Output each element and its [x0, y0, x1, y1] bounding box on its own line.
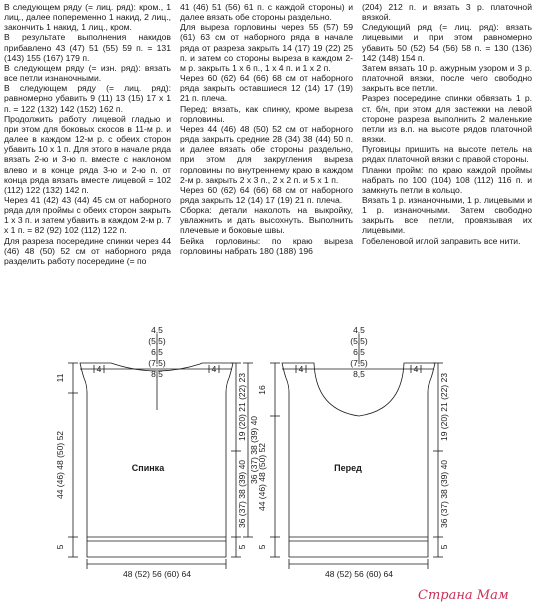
front-shoulder-left: 4 — [298, 364, 304, 374]
front-shoulder-right: 4 — [413, 364, 419, 374]
front-neck-depth-1: 4,5 — [353, 325, 365, 335]
paragraph: Через 41 (42) 43 (44) 45 см от наборного ряда для проймы с обеих сторон закрыть 1 х 3 п. и затем убавить в каждом 2-м р. 7 х 1 п. = 82 (92) 102 (112) 122 п. — [4, 194, 171, 236]
back-neck-depth-2: (5,5) — [148, 336, 166, 346]
paragraph: В результате выполнения накидов прибавлено 43 (47) 51 (55) 59 п. = 131 (143) 155 (167) 179 п. — [4, 32, 171, 63]
paragraph: Через 44 (46) 48 (50) 52 см от наборного ряда закрыть средние 28 (34) 38 (44) 50 п. и далее вязать обе стороны раздельно, при этом для закругления выреза горловины по внутреннему краю в каждом 2-м р. закрыть 2 х 3 п., 2 х 2 п. и 5 х 1 п. — [180, 123, 353, 185]
front-left-mid: 44 (46) 48 (50) 52 — [257, 442, 267, 512]
paragraph: Бейка горловины: по краю выреза горловины набрать 180 (188) 196 — [180, 235, 353, 256]
back-neck-depth-3: 6,5 — [151, 347, 163, 357]
paragraph: Затем вязать 10 р. ажурным узором и 3 р. платочной вязки, после чего свободно закрыть все петли. — [362, 62, 532, 94]
paragraph: Следующий ряд (= лиц. ряд): вязать лицевыми и при этом равномерно убавить 50 (52) 54 (56) 58 п. = 130 (136) 142 (148) 154 п. — [362, 22, 532, 63]
back-neck-depth-1: 4,5 — [151, 325, 163, 335]
back-left-bottom: 5 — [55, 544, 65, 550]
back-title: Спинка — [131, 463, 165, 473]
back-left-top: 11 — [55, 373, 65, 383]
paragraph: Через 60 (62) 64 (66) 68 см от наборного ряда закрыть оставшиеся 12 (14) 17 (19) 21 п. плеча. — [180, 73, 353, 104]
back-bottom-width: 48 (52) 56 (60) 64 — [122, 569, 192, 579]
front-neck-depth-4: (7,5) — [350, 358, 368, 368]
front-left-top: 16 — [257, 385, 267, 395]
paragraph: Вязать 1 р. изнаночными, 1 р. лицевыми и 1 р. изнаночными. Затем свободно закрыть все петли, провязывая их лицевыми. — [362, 194, 532, 236]
paragraph: Перед: вязать, как спинку, кроме выреза горловины. — [180, 103, 353, 124]
front-neck-depth-2: (5,5) — [350, 336, 368, 346]
front-left-bottom: 5 — [257, 544, 267, 550]
back-left-mid: 44 (46) 48 (50) 52 — [55, 430, 65, 500]
paragraph: В следующем ряду (= лиц. ряд): равномерно убавить 9 (11) 13 (15) 17 х 1 п. = 122 (132) 142 (152) 162 п. — [4, 83, 171, 114]
paragraph: Через 60 (62) 64 (66) 68 см от наборного ряда закрыть 12 (14) 17 (19) 21 п. плеча. — [180, 184, 353, 205]
front-neck-depth-5: 8,5 — [353, 369, 365, 379]
paragraph: 41 (46) 51 (56) 61 п. с каждой стороны) и далее вязать обе стороны раздельно. — [180, 2, 353, 23]
front-title: Перед — [334, 463, 362, 473]
back-right-combined: 36 (37) 38 (39) 40 — [249, 415, 259, 485]
back-piece-outline — [80, 363, 233, 557]
back-neck-depth-4: (7,5) — [148, 358, 166, 368]
paragraph: В следующем ряду (= лиц. ряд): кром., 1 лиц., далее попеременно 1 накид, 2 лиц., закончить 1 накид, 1 лиц., кром. — [4, 2, 171, 33]
paragraph: Для разреза посередине спинки через 44 (46) 48 (50) 52 см от наборного ряда разделить работу посередине (= по — [4, 235, 171, 266]
paragraph: Разрез посередине спинки обвязать 1 р. ст. б/н, при этом для застежки на левой стороне разреза выполнить 2 маленькие петли из в.п. на высоте рядов платочной вязки. — [362, 93, 532, 145]
front-right-mid: 36 (37) 38 (39) 40 — [439, 459, 449, 529]
back-right-bottom: 5 — [237, 544, 247, 550]
back-right-top: 19 (20) 21 (22) 23 — [237, 372, 247, 442]
front-neck-depth-3: 6,5 — [353, 347, 365, 357]
back-neck-depth-5: 8,5 — [151, 369, 163, 379]
back-shoulder-left: 4 — [96, 364, 102, 374]
site-logo: Страна Мам — [418, 588, 509, 603]
paragraph: Продолжить работу лицевой гладью и при этом для боковых скосов в 11-м р. и далее в каждом 12-м р. с обеих сторон убавить 10 х 1 п. Для этого в начале ряда вязать 2-ю и 3-ю п. вместе с наклоном влево и в конце ряда 3-ю и 2-ю п. от конца ряда вязать вместе лицевой = 102 (112) 122 (132) 142 п. — [4, 113, 171, 195]
front-piece-outline — [282, 363, 435, 557]
front-bottom-width: 48 (52) 56 (60) 64 — [324, 569, 394, 579]
paragraph: Планки пройм: по краю каждой проймы набрать по 100 (104) 108 (112) 116 п. и замкнуть петли в кольцо. — [362, 164, 532, 195]
paragraph: В следующем ряду (= изн. ряд): вязать все петли изнаночными. — [4, 62, 171, 84]
front-right-top: 19 (20) 21 (22) 23 — [439, 372, 449, 442]
front-right-bottom: 5 — [439, 544, 449, 550]
back-right-mid: 36 (37) 38 (39) 40 — [237, 459, 247, 529]
paragraph: Пуговицы пришить на высоте петель на рядах платочной вязки с правой стороны. — [362, 144, 532, 165]
back-shoulder-right: 4 — [211, 364, 217, 374]
paragraph: Сборка: детали наколоть на выкройку, увлажнить и дать высохнуть. Выполнить плечевые и боковые швы. — [180, 205, 353, 236]
paragraph: Для выреза горловины через 55 (57) 59 (61) 63 см от наборного ряда в начале ряда от разреза закрыть 14 (17) 19 (22) 25 п. и затем со стороны выреза в каждом 2-м р. закрыть 1 х 6 п., 1 х 4 п. и 1 х 2 п. — [180, 22, 353, 73]
paragraph: (204) 212 п. и вязать 3 р. платочной вязкой. — [362, 2, 532, 23]
paragraph: Гобеленовой иглой заправить все нити. — [362, 235, 521, 246]
